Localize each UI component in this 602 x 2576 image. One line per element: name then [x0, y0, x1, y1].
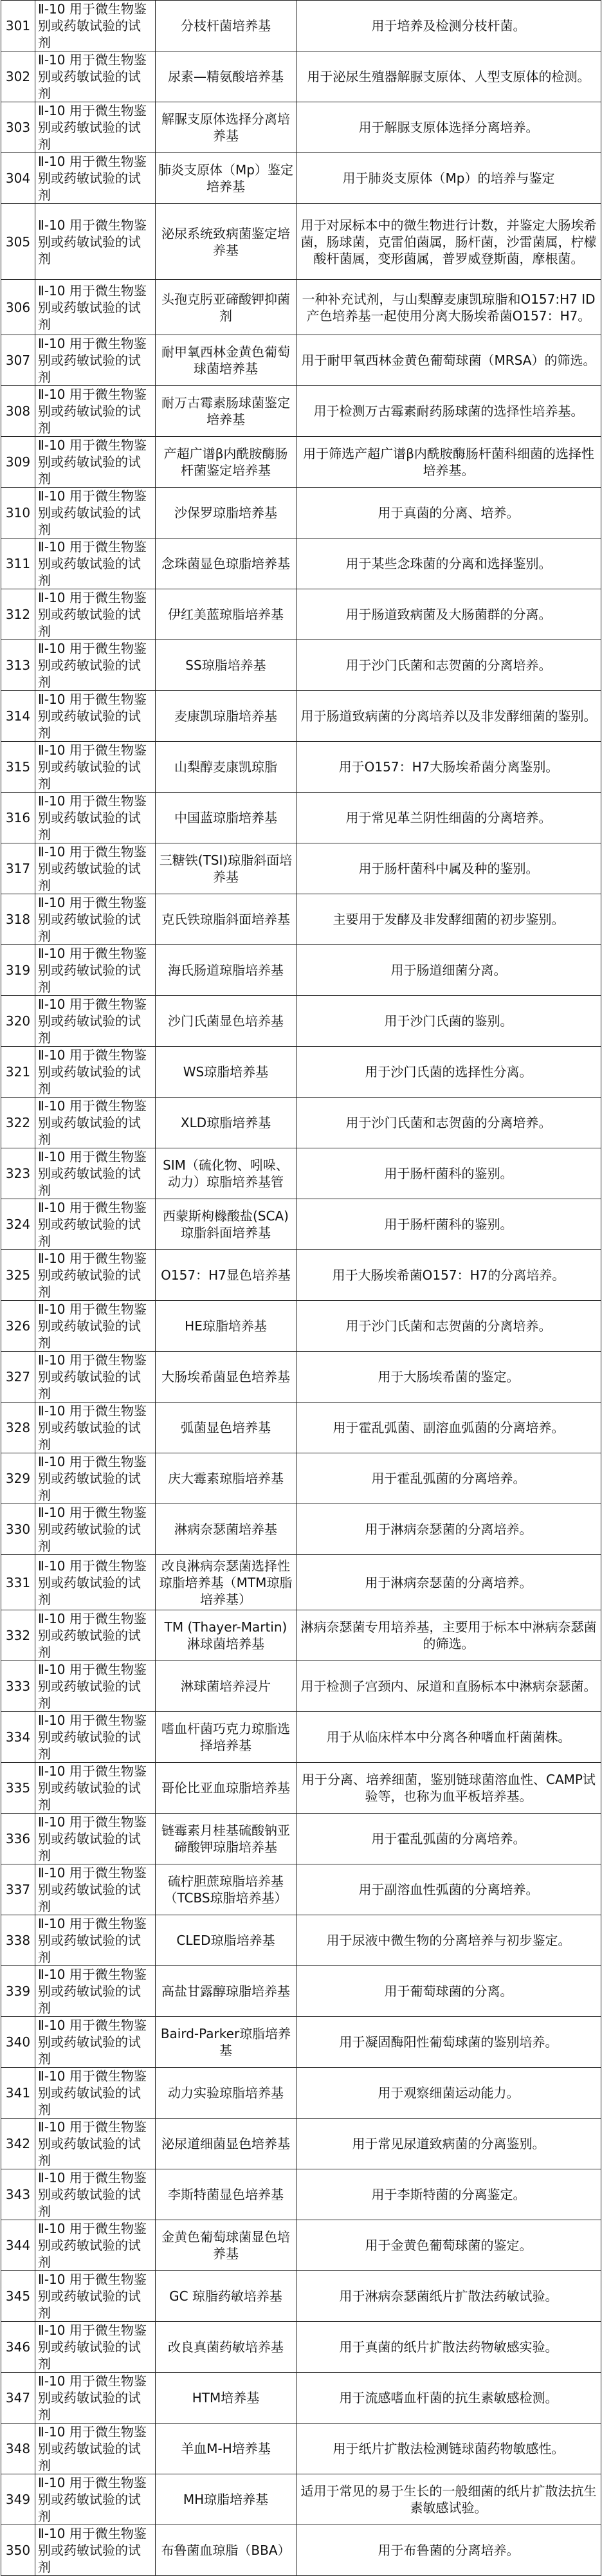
product-name-cell: 西蒙斯枸橼酸盐(SCA)琼脂斜面培养基 — [156, 1199, 296, 1250]
intended-use-cell: 用于解脲支原体选择分离培养。 — [296, 102, 601, 153]
table-row — [1, 488, 601, 538]
row-number-cell: 322 — [1, 1098, 35, 1148]
table-row — [1, 280, 601, 335]
category-cell: Ⅱ-10 用于微生物鉴别或药敏试验的试剂 — [35, 945, 156, 996]
intended-use-cell: 用于耐甲氧西林金黄色葡萄球菌（MRSA）的筛选。 — [296, 335, 601, 386]
row-number-cell: 328 — [1, 1403, 35, 1453]
row-number-cell: 350 — [1, 2525, 35, 2576]
intended-use-cell: 用于培养及检测分枝杆菌。 — [296, 1, 601, 51]
table-row — [1, 335, 601, 386]
product-name-cell: CLED琼脂培养基 — [156, 1915, 296, 1966]
product-name-cell: 三糖铁(TSI)琼脂斜面培养基 — [156, 843, 296, 894]
category-cell: Ⅱ-10 用于微生物鉴别或药敏试验的试剂 — [35, 280, 156, 335]
row-number-cell: 346 — [1, 2322, 35, 2373]
row-number-cell: 344 — [1, 2220, 35, 2271]
product-name-cell: 淋病奈瑟菌培养基 — [156, 1504, 296, 1555]
intended-use-cell: 用于检测子宫颈内、尿道和直肠标本中淋病奈瑟菌。 — [296, 1661, 601, 1712]
category-cell: Ⅱ-10 用于微生物鉴别或药敏试验的试剂 — [35, 1504, 156, 1555]
intended-use-cell: 用于葡萄球菌的分离。 — [296, 1966, 601, 2017]
product-name-cell: 泌尿系统致病菌鉴定培养基 — [156, 204, 296, 280]
category-cell: Ⅱ-10 用于微生物鉴别或药敏试验的试剂 — [35, 2017, 156, 2068]
row-number-cell: 312 — [1, 589, 35, 640]
product-name-cell: 动力实验琼脂培养基 — [156, 2068, 296, 2119]
category-cell: Ⅱ-10 用于微生物鉴别或药敏试验的试剂 — [35, 1199, 156, 1250]
product-name-cell: WS琼脂培养基 — [156, 1047, 296, 1098]
intended-use-cell: 用于沙门氏菌和志贺菌的分离培养。 — [296, 1301, 601, 1352]
product-name-cell: Baird-Parker琼脂培养基 — [156, 2017, 296, 2068]
category-cell: Ⅱ-10 用于微生物鉴别或药敏试验的试剂 — [35, 894, 156, 945]
row-number-cell: 345 — [1, 2271, 35, 2322]
intended-use-cell: 用于肠道致病菌及大肠菌群的分离。 — [296, 589, 601, 640]
product-name-cell: HE琼脂培养基 — [156, 1301, 296, 1352]
category-cell: Ⅱ-10 用于微生物鉴别或药敏试验的试剂 — [35, 1, 156, 51]
product-name-cell: 布鲁菌血琼脂（BBA） — [156, 2525, 296, 2576]
product-name-cell: 沙保罗琼脂培养基 — [156, 488, 296, 538]
intended-use-cell: 淋病奈瑟菌专用培养基，主要用于标本中淋病奈瑟菌的筛选。 — [296, 1610, 601, 1661]
intended-use-cell: 用于真菌的分离、培养。 — [296, 488, 601, 538]
product-name-cell: 高盐甘露醇琼脂培养基 — [156, 1966, 296, 2017]
row-number-cell: 334 — [1, 1712, 35, 1763]
category-cell: Ⅱ-10 用于微生物鉴别或药敏试验的试剂 — [35, 1966, 156, 2017]
product-name-cell: 哥伦比亚血琼脂培养基 — [156, 1763, 296, 1814]
table-row — [1, 1661, 601, 1712]
product-name-cell: 羊血M-H培养基 — [156, 2424, 296, 2474]
row-number-cell: 337 — [1, 1864, 35, 1915]
row-number-cell: 321 — [1, 1047, 35, 1098]
product-name-cell: 中国蓝琼脂培养基 — [156, 793, 296, 843]
category-cell: Ⅱ-10 用于微生物鉴别或药敏试验的试剂 — [35, 2322, 156, 2373]
intended-use-cell: 适用于常见的易于生长的一般细菌的纸片扩散法抗生素敏感试验。 — [296, 2474, 601, 2525]
row-number-cell: 325 — [1, 1250, 35, 1301]
row-number-cell: 347 — [1, 2373, 35, 2424]
table-row — [1, 691, 601, 742]
table-row — [1, 1610, 601, 1661]
product-name-cell: 念珠菌显色琼脂培养基 — [156, 538, 296, 589]
category-cell: Ⅱ-10 用于微生物鉴别或药敏试验的试剂 — [35, 793, 156, 843]
table-row — [1, 1712, 601, 1763]
category-cell: Ⅱ-10 用于微生物鉴别或药敏试验的试剂 — [35, 589, 156, 640]
row-number-cell: 317 — [1, 843, 35, 894]
table-row — [1, 102, 601, 153]
intended-use-cell: 用于霍乱弧菌、副溶血弧菌的分离培养。 — [296, 1403, 601, 1453]
category-cell: Ⅱ-10 用于微生物鉴别或药敏试验的试剂 — [35, 742, 156, 793]
table-row — [1, 1864, 601, 1915]
product-name-cell: 链霉素月桂基硫酸钠亚碲酸钾琼脂培养基 — [156, 1814, 296, 1864]
row-number-cell: 313 — [1, 640, 35, 691]
product-name-cell: 麦康凯琼脂培养基 — [156, 691, 296, 742]
category-cell: Ⅱ-10 用于微生物鉴别或药敏试验的试剂 — [35, 2119, 156, 2169]
intended-use-cell: 用于O157：H7大肠埃希菌分离鉴别。 — [296, 742, 601, 793]
category-cell: Ⅱ-10 用于微生物鉴别或药敏试验的试剂 — [35, 1301, 156, 1352]
row-number-cell: 330 — [1, 1504, 35, 1555]
intended-use-cell: 用于肠道细菌分离。 — [296, 945, 601, 996]
intended-use-cell: 用于肠道致病菌的分离培养以及非发酵细菌的鉴别。 — [296, 691, 601, 742]
table-row — [1, 2525, 601, 2576]
intended-use-cell: 用于常见革兰阴性细菌的分离培养。 — [296, 793, 601, 843]
row-number-cell: 339 — [1, 1966, 35, 2017]
table-row — [1, 1148, 601, 1199]
row-number-cell: 343 — [1, 2169, 35, 2220]
table-row — [1, 1098, 601, 1148]
table-row — [1, 640, 601, 691]
product-name-cell: 耐甲氧西林金黄色葡萄球菌培养基 — [156, 335, 296, 386]
row-number-cell: 329 — [1, 1453, 35, 1504]
table-row — [1, 1763, 601, 1814]
product-name-cell: GC 琼脂药敏培养基 — [156, 2271, 296, 2322]
category-cell: Ⅱ-10 用于微生物鉴别或药敏试验的试剂 — [35, 2169, 156, 2220]
table-row — [1, 1814, 601, 1864]
intended-use-cell: 用于某些念珠菌的分离和选择鉴别。 — [296, 538, 601, 589]
intended-use-cell: 用于真菌的纸片扩散法药物敏感实验。 — [296, 2322, 601, 2373]
table-body — [1, 1, 601, 2576]
table-row — [1, 2424, 601, 2474]
category-cell: Ⅱ-10 用于微生物鉴别或药敏试验的试剂 — [35, 102, 156, 153]
intended-use-cell: 用于霍乱弧菌的分离培养。 — [296, 1814, 601, 1864]
product-name-cell: 金黄色葡萄球菌显色培养基 — [156, 2220, 296, 2271]
category-cell: Ⅱ-10 用于微生物鉴别或药敏试验的试剂 — [35, 2271, 156, 2322]
intended-use-cell: 用于沙门氏菌的鉴别。 — [296, 996, 601, 1047]
table-row — [1, 1352, 601, 1403]
row-number-cell: 331 — [1, 1555, 35, 1610]
intended-use-cell: 用于李斯特菌的分离鉴定。 — [296, 2169, 601, 2220]
category-cell: Ⅱ-10 用于微生物鉴别或药敏试验的试剂 — [35, 1763, 156, 1814]
intended-use-cell: 用于大肠埃希菌O157：H7的分离培养。 — [296, 1250, 601, 1301]
category-cell: Ⅱ-10 用于微生物鉴别或药敏试验的试剂 — [35, 538, 156, 589]
category-cell: Ⅱ-10 用于微生物鉴别或药敏试验的试剂 — [35, 1098, 156, 1148]
row-number-cell: 318 — [1, 894, 35, 945]
row-number-cell: 315 — [1, 742, 35, 793]
table-row — [1, 1504, 601, 1555]
intended-use-cell: 用于沙门氏菌和志贺菌的分离培养。 — [296, 640, 601, 691]
category-cell: Ⅱ-10 用于微生物鉴别或药敏试验的试剂 — [35, 1403, 156, 1453]
intended-use-cell: 用于泌尿生殖器解脲支原体、人型支原体的检测。 — [296, 51, 601, 102]
product-name-cell: 沙门氏菌显色培养基 — [156, 996, 296, 1047]
product-name-cell: 尿素—精氨酸培养基 — [156, 51, 296, 102]
product-name-cell: HTM培养基 — [156, 2373, 296, 2424]
reagent-table — [1, 0, 601, 2576]
intended-use-cell: 用于大肠埃希菌的鉴定。 — [296, 1352, 601, 1403]
category-cell: Ⅱ-10 用于微生物鉴别或药敏试验的试剂 — [35, 204, 156, 280]
table-row — [1, 51, 601, 102]
table-row — [1, 1047, 601, 1098]
product-name-cell: 伊红美蓝琼脂培养基 — [156, 589, 296, 640]
row-number-cell: 324 — [1, 1199, 35, 1250]
table-row — [1, 538, 601, 589]
intended-use-cell: 用于从临床样本中分离各种嗜血杆菌菌株。 — [296, 1712, 601, 1763]
category-cell: Ⅱ-10 用于微生物鉴别或药敏试验的试剂 — [35, 2068, 156, 2119]
row-number-cell: 308 — [1, 386, 35, 437]
row-number-cell: 320 — [1, 996, 35, 1047]
category-cell: Ⅱ-10 用于微生物鉴别或药敏试验的试剂 — [35, 386, 156, 437]
product-name-cell: 头孢克肟亚碲酸钾抑菌剂 — [156, 280, 296, 335]
product-name-cell: XLD琼脂培养基 — [156, 1098, 296, 1148]
category-cell: Ⅱ-10 用于微生物鉴别或药敏试验的试剂 — [35, 2424, 156, 2474]
intended-use-cell: 用于观察细菌运动能力。 — [296, 2068, 601, 2119]
row-number-cell: 314 — [1, 691, 35, 742]
intended-use-cell: 用于沙门氏菌和志贺菌的分离培养。 — [296, 1098, 601, 1148]
row-number-cell: 323 — [1, 1148, 35, 1199]
product-name-cell: TM (Thayer-Martin)淋球菌培养基 — [156, 1610, 296, 1661]
table-row — [1, 2169, 601, 2220]
product-name-cell: 改良淋病奈瑟菌选择性琼脂培养基（MTM琼脂培养基） — [156, 1555, 296, 1610]
category-cell: Ⅱ-10 用于微生物鉴别或药敏试验的试剂 — [35, 2373, 156, 2424]
category-cell: Ⅱ-10 用于微生物鉴别或药敏试验的试剂 — [35, 335, 156, 386]
category-cell: Ⅱ-10 用于微生物鉴别或药敏试验的试剂 — [35, 1250, 156, 1301]
intended-use-cell: 用于沙门氏菌的选择性分离。 — [296, 1047, 601, 1098]
row-number-cell: 341 — [1, 2068, 35, 2119]
product-name-cell: 庆大霉素琼脂培养基 — [156, 1453, 296, 1504]
table-row — [1, 2322, 601, 2373]
table-row — [1, 1250, 601, 1301]
intended-use-cell: 用于常见尿道致病菌的分离鉴别。 — [296, 2119, 601, 2169]
row-number-cell: 310 — [1, 488, 35, 538]
table-row — [1, 2271, 601, 2322]
category-cell: Ⅱ-10 用于微生物鉴别或药敏试验的试剂 — [35, 153, 156, 204]
row-number-cell: 335 — [1, 1763, 35, 1814]
table-row — [1, 1555, 601, 1610]
table-row — [1, 742, 601, 793]
category-cell: Ⅱ-10 用于微生物鉴别或药敏试验的试剂 — [35, 640, 156, 691]
table-row — [1, 437, 601, 488]
row-number-cell: 349 — [1, 2474, 35, 2525]
category-cell: Ⅱ-10 用于微生物鉴别或药敏试验的试剂 — [35, 843, 156, 894]
table-row — [1, 2220, 601, 2271]
table-row — [1, 996, 601, 1047]
product-name-cell: 泌尿道细菌显色培养基 — [156, 2119, 296, 2169]
table-row — [1, 793, 601, 843]
table-row — [1, 2119, 601, 2169]
table-row — [1, 589, 601, 640]
row-number-cell: 307 — [1, 335, 35, 386]
intended-use-cell: 用于筛选产超广谱β内酰胺酶肠杆菌科细菌的选择性培养基。 — [296, 437, 601, 488]
product-name-cell: 解脲支原体选择分离培养基 — [156, 102, 296, 153]
product-name-cell: 海氏肠道琼脂培养基 — [156, 945, 296, 996]
row-number-cell: 327 — [1, 1352, 35, 1403]
table-row — [1, 2068, 601, 2119]
product-name-cell: SIM（硫化物、吲哚、动力）琼脂培养基管 — [156, 1148, 296, 1199]
intended-use-cell: 一种补充试剂，与山梨醇麦康凯琼脂和O157:H7 ID产色培养基一起使用分离大肠埃希菌O157：H7。 — [296, 280, 601, 335]
row-number-cell: 304 — [1, 153, 35, 204]
category-cell: Ⅱ-10 用于微生物鉴别或药敏试验的试剂 — [35, 1864, 156, 1915]
table-row — [1, 386, 601, 437]
row-number-cell: 338 — [1, 1915, 35, 1966]
product-name-cell: 大肠埃希菌显色培养基 — [156, 1352, 296, 1403]
table-row — [1, 2017, 601, 2068]
product-name-cell: 山梨醇麦康凯琼脂 — [156, 742, 296, 793]
product-name-cell: 嗜血杆菌巧克力琼脂选择培养基 — [156, 1712, 296, 1763]
intended-use-cell: 用于金黄色葡萄球菌的鉴定。 — [296, 2220, 601, 2271]
product-name-cell: 肺炎支原体（Mp）鉴定培养基 — [156, 153, 296, 204]
category-cell: Ⅱ-10 用于微生物鉴别或药敏试验的试剂 — [35, 2474, 156, 2525]
row-number-cell: 342 — [1, 2119, 35, 2169]
intended-use-cell: 用于肠杆菌科的鉴别。 — [296, 1199, 601, 1250]
row-number-cell: 336 — [1, 1814, 35, 1864]
product-name-cell: 改良真菌药敏培养基 — [156, 2322, 296, 2373]
product-name-cell: 弧菌显色培养基 — [156, 1403, 296, 1453]
product-name-cell: SS琼脂培养基 — [156, 640, 296, 691]
row-number-cell: 311 — [1, 538, 35, 589]
row-number-cell: 305 — [1, 204, 35, 280]
intended-use-cell: 用于副溶血性弧菌的分离培养。 — [296, 1864, 601, 1915]
intended-use-cell: 用于布鲁菌的分离培养。 — [296, 2525, 601, 2576]
product-name-cell: 耐万古霉素肠球菌鉴定培养基 — [156, 386, 296, 437]
row-number-cell: 309 — [1, 437, 35, 488]
row-number-cell: 301 — [1, 1, 35, 51]
product-name-cell: 李斯特菌显色培养基 — [156, 2169, 296, 2220]
category-cell: Ⅱ-10 用于微生物鉴别或药敏试验的试剂 — [35, 437, 156, 488]
table-row — [1, 894, 601, 945]
row-number-cell: 316 — [1, 793, 35, 843]
product-name-cell: MH琼脂培养基 — [156, 2474, 296, 2525]
table-row — [1, 1, 601, 51]
category-cell: Ⅱ-10 用于微生物鉴别或药敏试验的试剂 — [35, 1610, 156, 1661]
table-row — [1, 2474, 601, 2525]
category-cell: Ⅱ-10 用于微生物鉴别或药敏试验的试剂 — [35, 1814, 156, 1864]
category-cell: Ⅱ-10 用于微生物鉴别或药敏试验的试剂 — [35, 1555, 156, 1610]
row-number-cell: 332 — [1, 1610, 35, 1661]
product-name-cell: 克氏铁琼脂斜面培养基 — [156, 894, 296, 945]
table-row — [1, 2373, 601, 2424]
intended-use-cell: 用于肠杆菌科中属及种的鉴别。 — [296, 843, 601, 894]
intended-use-cell: 用于分离、培养细菌，鉴别链球菌溶血性、CAMP试验等，也称为血平板培养基。 — [296, 1763, 601, 1814]
category-cell: Ⅱ-10 用于微生物鉴别或药敏试验的试剂 — [35, 1915, 156, 1966]
row-number-cell: 319 — [1, 945, 35, 996]
product-name-cell: 淋球菌培养浸片 — [156, 1661, 296, 1712]
row-number-cell: 306 — [1, 280, 35, 335]
intended-use-cell: 用于淋病奈瑟菌的分离培养。 — [296, 1504, 601, 1555]
row-number-cell: 348 — [1, 2424, 35, 2474]
row-number-cell: 340 — [1, 2017, 35, 2068]
category-cell: Ⅱ-10 用于微生物鉴别或药敏试验的试剂 — [35, 51, 156, 102]
intended-use-cell: 用于淋病奈瑟菌的分离培养。 — [296, 1555, 601, 1610]
table-row — [1, 1199, 601, 1250]
category-cell: Ⅱ-10 用于微生物鉴别或药敏试验的试剂 — [35, 1148, 156, 1199]
category-cell: Ⅱ-10 用于微生物鉴别或药敏试验的试剂 — [35, 1712, 156, 1763]
table-row — [1, 1915, 601, 1966]
table-row — [1, 1403, 601, 1453]
category-cell: Ⅱ-10 用于微生物鉴别或药敏试验的试剂 — [35, 1352, 156, 1403]
intended-use-cell: 用于检测万古霉素耐药肠球菌的选择性培养基。 — [296, 386, 601, 437]
category-cell: Ⅱ-10 用于微生物鉴别或药敏试验的试剂 — [35, 996, 156, 1047]
intended-use-cell: 用于对尿标本中的微生物进行计数，并鉴定大肠埃希菌，肠球菌，克雷伯菌属，肠杆菌，沙雷菌属，柠檬酸杆菌属，变形菌属，普罗威登斯菌，摩根菌。 — [296, 204, 601, 280]
row-number-cell: 303 — [1, 102, 35, 153]
intended-use-cell: 用于淋病奈瑟菌纸片扩散法药敏试验。 — [296, 2271, 601, 2322]
table-row — [1, 204, 601, 280]
category-cell: Ⅱ-10 用于微生物鉴别或药敏试验的试剂 — [35, 2525, 156, 2576]
intended-use-cell: 用于凝固酶阳性葡萄球菌的鉴别培养。 — [296, 2017, 601, 2068]
table-row — [1, 153, 601, 204]
category-cell: Ⅱ-10 用于微生物鉴别或药敏试验的试剂 — [35, 488, 156, 538]
product-name-cell: O157：H7显色培养基 — [156, 1250, 296, 1301]
table-row — [1, 1453, 601, 1504]
table-row — [1, 843, 601, 894]
table-row — [1, 945, 601, 996]
table-row — [1, 1301, 601, 1352]
category-cell: Ⅱ-10 用于微生物鉴别或药敏试验的试剂 — [35, 2220, 156, 2271]
row-number-cell: 326 — [1, 1301, 35, 1352]
intended-use-cell: 用于尿液中微生物的分离培养与初步鉴定。 — [296, 1915, 601, 1966]
product-name-cell: 硫柠胆蔗琼脂培养基（TCBS琼脂培养基） — [156, 1864, 296, 1915]
category-cell: Ⅱ-10 用于微生物鉴别或药敏试验的试剂 — [35, 1453, 156, 1504]
category-cell: Ⅱ-10 用于微生物鉴别或药敏试验的试剂 — [35, 691, 156, 742]
intended-use-cell: 用于肠杆菌科的鉴别。 — [296, 1148, 601, 1199]
intended-use-cell: 用于肺炎支原体（Mp）的培养与鉴定 — [296, 153, 601, 204]
intended-use-cell: 用于流感嗜血杆菌的抗生素敏感检测。 — [296, 2373, 601, 2424]
row-number-cell: 302 — [1, 51, 35, 102]
product-name-cell: 分枝杆菌培养基 — [156, 1, 296, 51]
intended-use-cell: 用于霍乱弧菌的分离培养。 — [296, 1453, 601, 1504]
intended-use-cell: 主要用于发酵及非发酵细菌的初步鉴别。 — [296, 894, 601, 945]
intended-use-cell: 用于纸片扩散法检测链球菌药物敏感性。 — [296, 2424, 601, 2474]
product-name-cell: 产超广谱β内酰胺酶肠杆菌鉴定培养基 — [156, 437, 296, 488]
category-cell: Ⅱ-10 用于微生物鉴别或药敏试验的试剂 — [35, 1047, 156, 1098]
category-cell: Ⅱ-10 用于微生物鉴别或药敏试验的试剂 — [35, 1661, 156, 1712]
row-number-cell: 333 — [1, 1661, 35, 1712]
